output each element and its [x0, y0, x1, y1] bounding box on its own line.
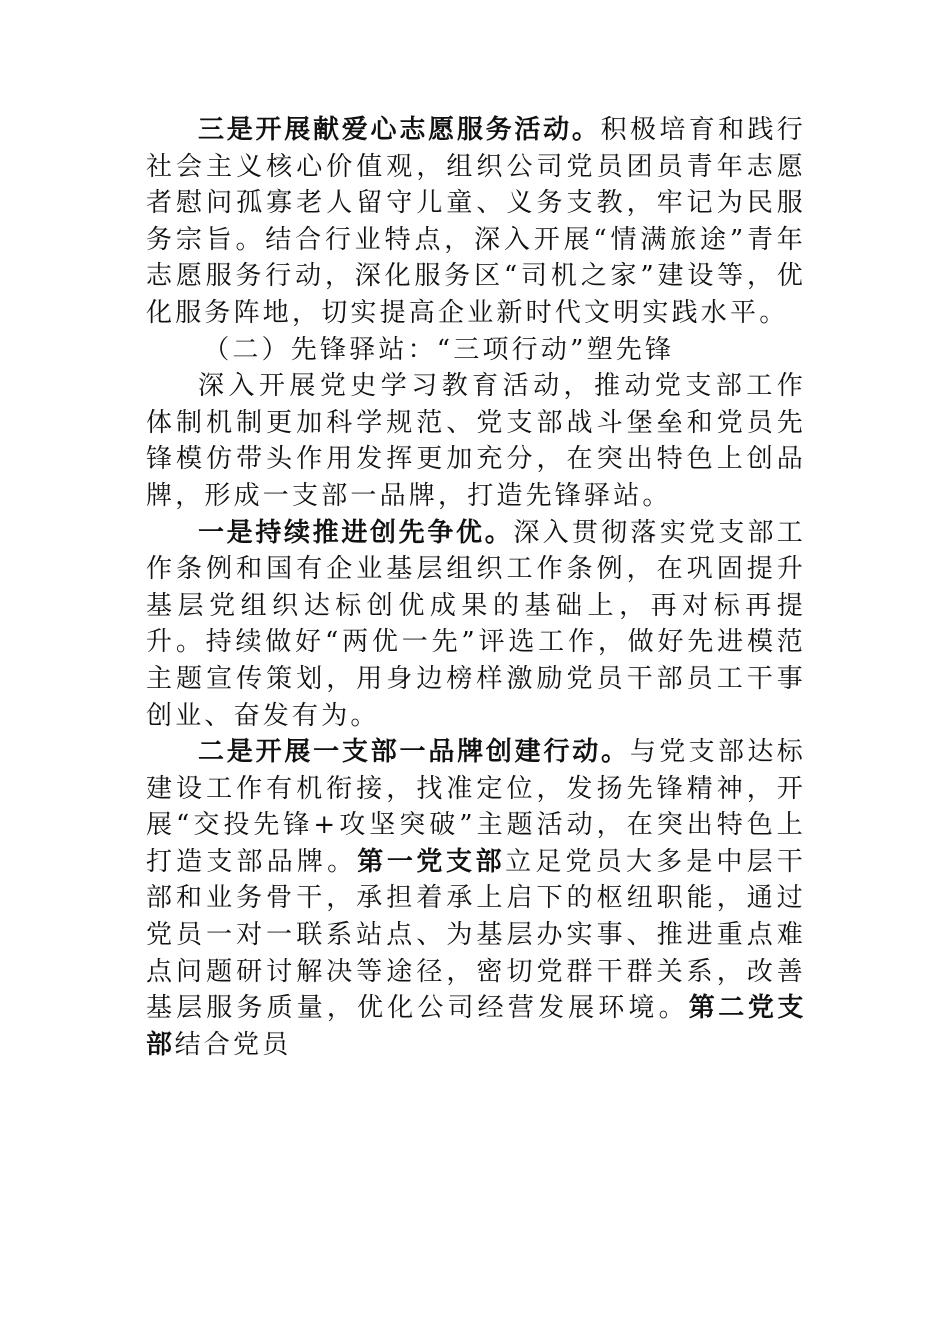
paragraph-text: 立足党员大多是中层干部和业务骨干，承担着承上启下的枢纽职能，通过党员一对一联系站点、为基层办实事、推进重点难点问题研讨解决等途径，密切党群干群关系，改善基层服务质量，优化公司经营发展环境。 — [146, 846, 806, 1024]
paragraph-branch-brand — [146, 734, 806, 1063]
paragraph-lead: 三是开展献爱心志愿服务活动。 — [198, 115, 601, 145]
paragraph-pioneer-station-intro — [146, 368, 806, 514]
paragraph-text: 深入贯彻落实党支部工作条例和国有企业基层组织工作条例，在巩固提升基层党组织达标创优成果的基础上，再对标再提升。持续做好“两优一先”评选工作，做好先进模范主题宣传策划，用身边榜样激励党员干部员工干事创业、奋发有为。 — [146, 517, 806, 731]
paragraph-excellence — [146, 515, 806, 735]
paragraph-volunteer-service — [146, 112, 806, 332]
document-body — [146, 112, 806, 1063]
branch-name-first: 第一党支部 — [357, 846, 506, 877]
paragraph-text: 与党支部达标建设工作有机衔接，找准定位，发扬先锋精神，开展“交投先锋+攻坚突破”主题活动，在突出特色上打造支部品牌。 — [146, 737, 806, 877]
paragraph-lead: 二是开展一支部一品牌创建行动。 — [198, 737, 630, 768]
paragraph-text: 积极培育和践行社会主义核心价值观，组织公司党员团员青年志愿者慰问孤寡老人留守儿童、义务支教，牢记为民服务宗旨。结合行业特点，深入开展“情满旅途”青年志愿服务行动，深化服务区“司机之家”建设等，优化服务阵地，切实提高企业新时代文明实践水平。 — [146, 115, 806, 328]
section-heading: （二）先锋驿站：“三项行动”塑先锋 — [203, 334, 675, 365]
paragraph-lead: 一是持续推进创先争优。 — [198, 517, 514, 548]
paragraph-text: 结合党员 — [174, 1029, 292, 1060]
branch-name-second: 第二党支部 — [146, 993, 806, 1060]
paragraph-text: 深入开展党史学习教育活动，推动党支部工作体制机制更加科学规范、党支部战斗堡垒和党员先锋模仿带头作用发挥更加充分，在突出特色上创品牌，形成一支部一品牌，打造先锋驿站。 — [146, 371, 806, 511]
